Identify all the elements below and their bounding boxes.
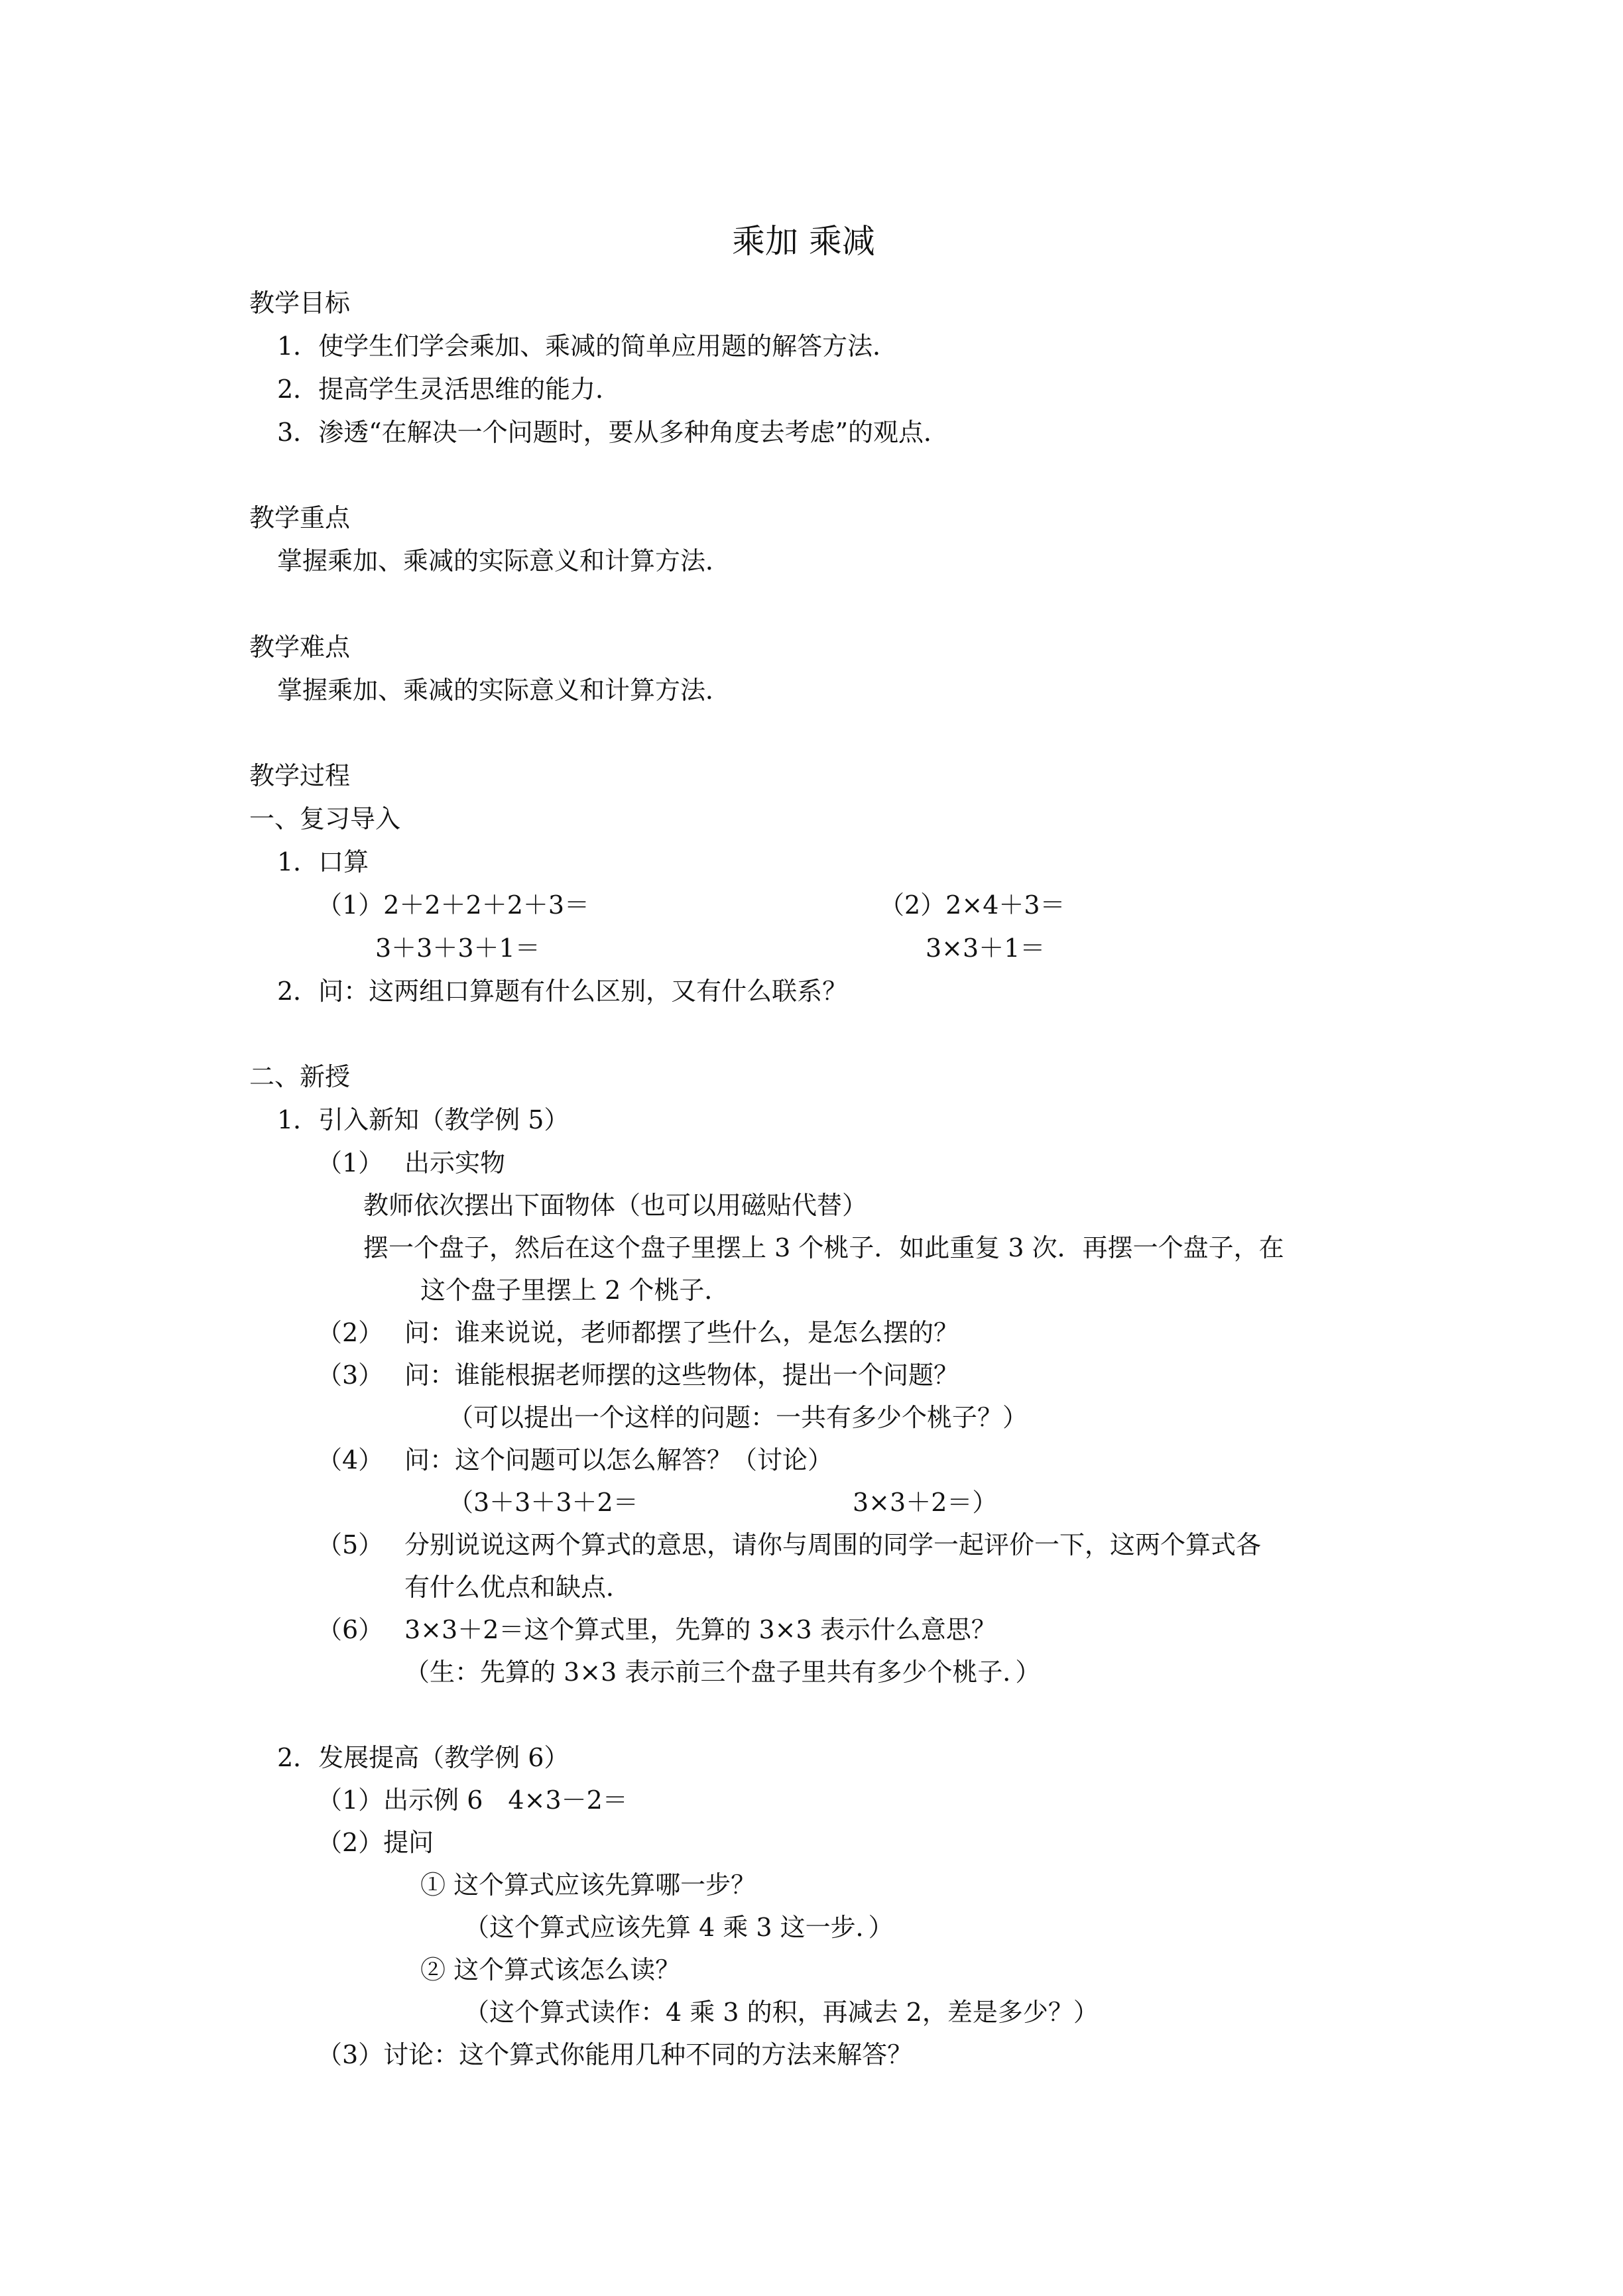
calc-line: 3×3＋1＝ — [926, 934, 1046, 963]
step-number: （5） — [317, 1530, 384, 1559]
calc-line: （1）2＋2＋2＋2＋3＝ — [317, 890, 590, 920]
new-heading: 二、新授 — [249, 1062, 351, 1091]
page-title: 乘加 乘减 — [732, 222, 875, 261]
review-item: 2．问：这两组口算题有什么区别，又有什么联系？ — [277, 977, 848, 1006]
step-text: 摆一个盘子，然后在这个盘子里摆上 3 个桃子．如此重复 3 次．再摆一个盘子，在 — [363, 1233, 1284, 1262]
step-number: （2） — [317, 1318, 384, 1347]
step-text: 这个盘子里摆上 2 个桃子． — [420, 1276, 730, 1305]
step-text: （3）讨论：这个算式你能用几种不同的方法来解答？ — [317, 2040, 913, 2069]
section-heading: 1．引入新知（教学例 5） — [277, 1105, 570, 1134]
key-point-heading: 教学重点 — [249, 503, 351, 532]
step-text: 出示实物 — [404, 1148, 506, 1178]
step-text: （2）提问 — [317, 1828, 434, 1857]
objective-item: 3．渗透“在解决一个问题时，要从多种角度去考虑”的观点． — [277, 418, 949, 447]
question-answer: （这个算式应该先算 4 乘 3 这一步．） — [464, 1913, 894, 1942]
objective-item: 1．使学生们学会乘加、乘减的简单应用题的解答方法． — [277, 332, 898, 361]
question-answer: （这个算式读作：4 乘 3 的积，再减去 2，差是多少？） — [464, 1998, 1099, 2027]
difficulty-text: 掌握乘加、乘减的实际意义和计算方法． — [277, 676, 731, 705]
step-number: （1） — [317, 1148, 384, 1178]
step-text: 分别说说这两个算式的意思，请你与周围的同学一起评价一下，这两个算式各 — [404, 1530, 1262, 1559]
review-item: 1．口算 — [277, 847, 369, 876]
key-point-text: 掌握乘加、乘减的实际意义和计算方法． — [277, 546, 731, 575]
calc-line: 3×3＋2＝） — [853, 1488, 998, 1517]
objective-item: 2．提高学生灵活思维的能力． — [277, 375, 621, 404]
step-text: 教师依次摆出下面物体（也可以用磁贴代替） — [363, 1191, 868, 1220]
step-text: 有什么优点和缺点． — [404, 1573, 632, 1602]
calc-line: 3＋3＋3＋1＝ — [375, 934, 540, 963]
step-answer: （生：先算的 3×3 表示前三个盘子里共有多少个桃子．） — [404, 1658, 1041, 1687]
question: ① 这个算式应该先算哪一步？ — [420, 1870, 756, 1900]
step-number: （4） — [317, 1445, 384, 1475]
step-number: （6） — [317, 1615, 384, 1644]
calc-line: （3＋3＋3＋2＝ — [448, 1488, 638, 1517]
step-text: 问：谁能根据老师摆的这些物体，提出一个问题？ — [404, 1360, 959, 1390]
step-number: （3） — [317, 1360, 384, 1390]
question: ② 这个算式该怎么读？ — [420, 1955, 681, 1984]
review-heading: 一、复习导入 — [249, 804, 401, 833]
section-heading: 2．发展提高（教学例 6） — [277, 1743, 570, 1772]
step-text: 问：谁来说说，老师都摆了些什么，是怎么摆的？ — [404, 1318, 959, 1347]
process-heading: 教学过程 — [249, 761, 351, 790]
objectives-heading: 教学目标 — [249, 288, 351, 318]
step-text: （1）出示例 6 4×3－2＝ — [317, 1785, 628, 1815]
difficulty-heading: 教学难点 — [249, 633, 351, 662]
step-text: 问：这个问题可以怎么解答？（讨论） — [404, 1445, 833, 1475]
calc-line: （2）2×4＋3＝ — [879, 890, 1065, 920]
step-text: 3×3＋2＝这个算式里，先算的 3×3 表示什么意思？ — [404, 1615, 996, 1644]
step-answer: （可以提出一个这样的问题：一共有多少个桃子？） — [448, 1403, 1028, 1432]
